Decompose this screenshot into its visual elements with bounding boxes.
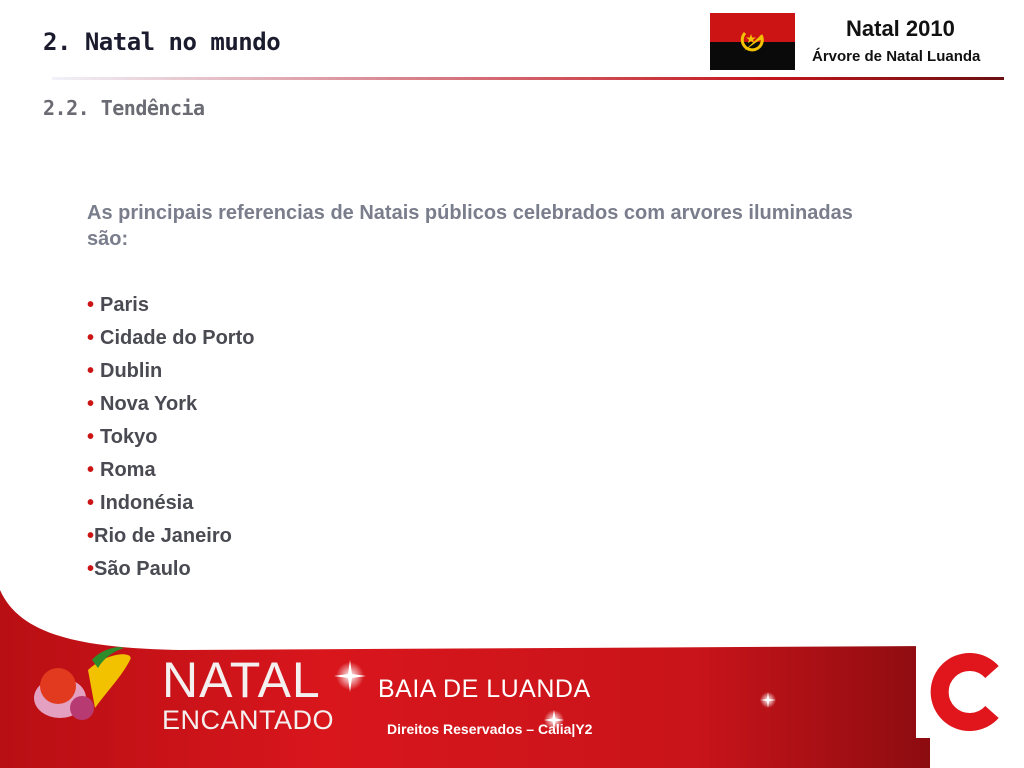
city-name: Dublin — [100, 360, 163, 382]
list-item — [87, 522, 254, 555]
city-name: São Paulo — [94, 558, 191, 580]
bullet-icon: • — [87, 360, 95, 382]
angola-emblem-icon — [738, 27, 768, 57]
bullet-icon: • — [87, 492, 95, 514]
footer-main-text: BAIA DE LUANDA — [378, 675, 591, 703]
list-item — [87, 423, 254, 456]
list-item — [87, 291, 254, 324]
bullet-icon: • — [87, 327, 95, 349]
title-divider — [52, 77, 1004, 80]
angola-flag-icon — [710, 13, 795, 70]
bullet-icon: • — [87, 558, 95, 580]
c-logo-icon — [916, 646, 1002, 738]
bullet-icon: • — [87, 393, 95, 415]
city-name: Nova York — [100, 393, 198, 415]
bullet-icon: • — [87, 459, 95, 481]
header-subtitle: Árvore de Natal Luanda — [812, 48, 981, 65]
logo-natal: NATAL — [162, 652, 321, 708]
city-list — [87, 291, 254, 588]
list-item — [87, 555, 254, 588]
list-item — [87, 456, 254, 489]
footer-copyright: Direitos Reservados – Calia|Y2 — [387, 721, 593, 737]
city-name: Cidade do Porto — [100, 327, 255, 349]
list-item — [87, 324, 254, 357]
section-title: 2. Natal no mundo — [43, 28, 281, 56]
logo-encantado: ENCANTADO — [162, 705, 335, 735]
sparkle-icon — [760, 692, 776, 708]
header-title: Natal 2010 — [846, 16, 955, 41]
bullet-icon: • — [87, 525, 95, 547]
city-name: Paris — [100, 294, 149, 316]
city-name: Indonésia — [100, 492, 194, 514]
city-name: Roma — [100, 459, 156, 481]
list-item — [87, 390, 254, 423]
bullet-icon: • — [87, 294, 95, 316]
subsection-title: 2.2. Tendência — [43, 96, 205, 120]
list-item — [87, 489, 254, 522]
city-name: Tokyo — [100, 426, 158, 448]
city-name: Rio de Janeiro — [94, 525, 232, 547]
list-item — [87, 357, 254, 390]
intro-paragraph: As principais referencias de Natais públicos celebrados com arvores iluminadas são: — [87, 202, 853, 250]
bullet-icon: • — [87, 426, 95, 448]
